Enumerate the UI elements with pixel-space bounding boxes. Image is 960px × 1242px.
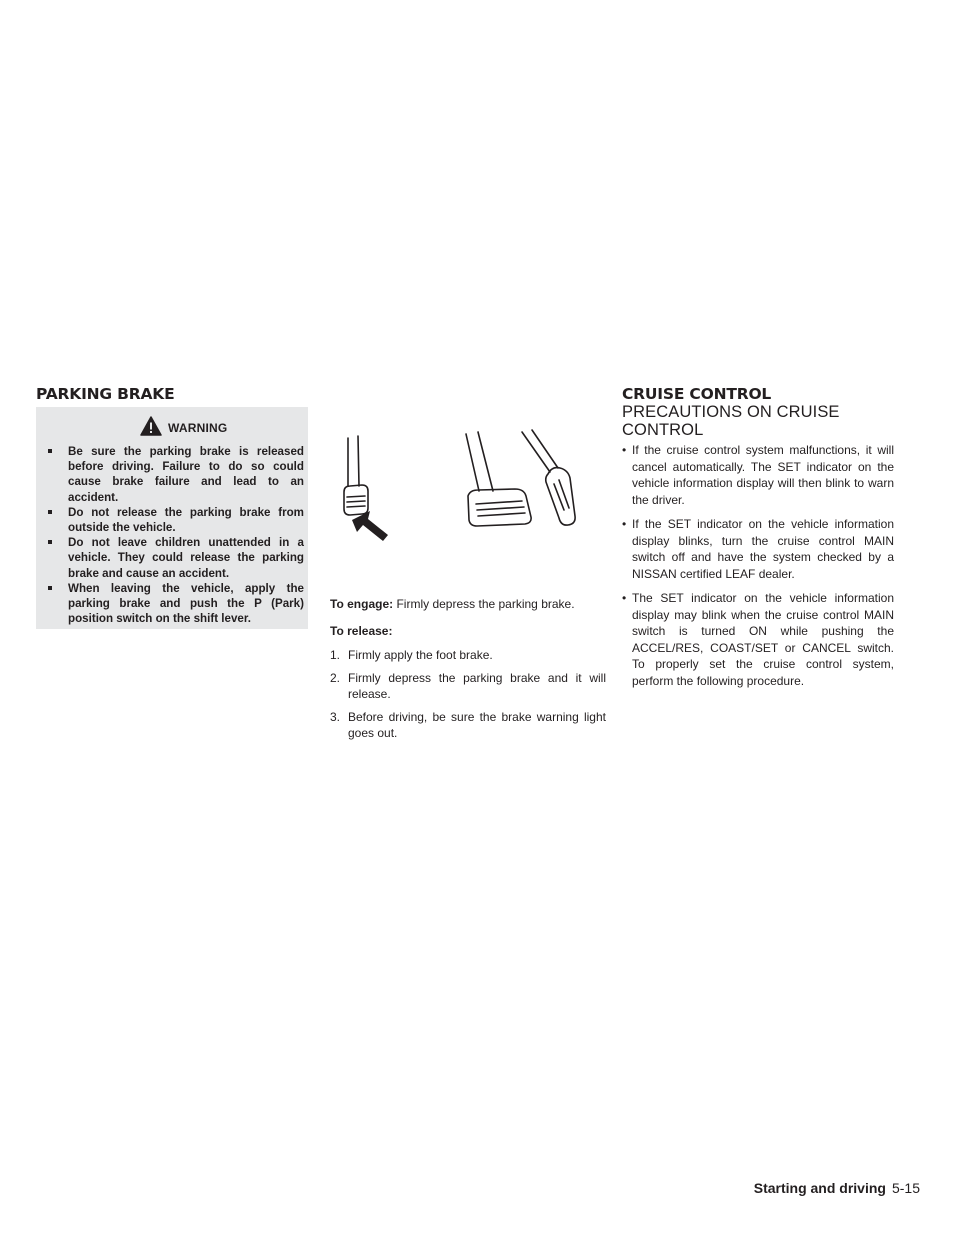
- warning-list: [46, 444, 304, 626]
- bullet-icon: •: [622, 517, 627, 531]
- warning-item: Be sure the parking brake is released before driving. Failure to do so could cause brake failure and lead to an accident.: [46, 444, 304, 505]
- parking-brake-instructions: [330, 596, 606, 748]
- warning-box: [36, 407, 308, 629]
- cruise-precautions-subtitle: PRECAUTIONS ON CRUISE CONTROL: [622, 403, 840, 439]
- cruise-precautions-list: [622, 442, 894, 697]
- release-label: To release:: [330, 623, 393, 638]
- warning-item: Do not release the parking brake from outside the vehicle.: [46, 505, 304, 535]
- bullet-icon: •: [622, 591, 627, 605]
- engage-text: Firmly depress the parking brake.: [396, 597, 575, 611]
- release-steps: [330, 647, 606, 742]
- page-footer: [754, 1180, 920, 1196]
- engage-label: To engage:: [330, 597, 394, 611]
- warning-triangle-icon: [140, 416, 162, 436]
- precaution-item: • If the cruise control system malfunctions, it will cancel automatically. The SET indicator on the vehicle information display will then blink to warn the driver.: [622, 443, 894, 507]
- bullet-icon: [48, 449, 52, 453]
- bullet-icon: [48, 586, 52, 590]
- parking-brake-title: PARKING BRAKE: [36, 385, 175, 403]
- bullet-icon: [48, 510, 52, 514]
- engage-paragraph: [330, 596, 606, 613]
- bullet-icon: •: [622, 443, 627, 457]
- precaution-item: • If the SET indicator on the vehicle information display blinks, turn the cruise control MAIN switch off and have the system checked by a NISSAN certified LEAF dealer.: [622, 517, 894, 581]
- bullet-icon: [48, 540, 52, 544]
- warning-header: [36, 416, 308, 442]
- brake-pedal-illustration: [330, 420, 610, 550]
- warning-item: When leaving the vehicle, apply the parking brake and push the P (Park) position switch on the shift lever.: [46, 581, 304, 627]
- page-number: 5-15: [891, 1180, 920, 1196]
- release-step: 1. Firmly apply the foot brake.: [330, 648, 493, 662]
- precaution-item: • The SET indicator on the vehicle information display may blink when the cruise control MAIN switch is turned ON while pushing the ACCEL/RES, COAST/SET or CANCEL switch. To properly set the cruise control system, perform the following procedure.: [622, 591, 894, 688]
- release-step: 2. Firmly depress the parking brake and it will release.: [330, 670, 606, 701]
- warning-item: Do not leave children unattended in a vehicle. They could release the parking brake and cause an accident.: [46, 535, 304, 581]
- warning-label: WARNING: [168, 421, 228, 435]
- footer-section-name: Starting and driving: [753, 1180, 886, 1196]
- cruise-control-title: CRUISE CONTROL: [622, 385, 772, 403]
- release-step: 3. Before driving, be sure the brake warning light goes out.: [330, 709, 606, 740]
